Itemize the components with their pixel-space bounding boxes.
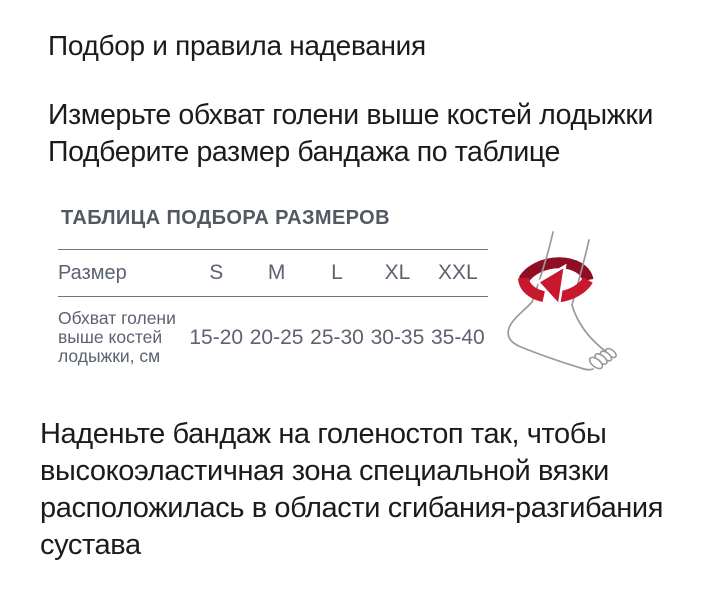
table-row-girth bbox=[58, 297, 488, 384]
size-cell-xl: XL bbox=[384, 261, 411, 284]
girth-row-label: Обхват голени выше костей лодыжки, см bbox=[58, 308, 176, 366]
size-row-label: Размер bbox=[58, 261, 127, 284]
ankle-measurement-illustration bbox=[496, 212, 706, 422]
page-title: Подбор и правила надевания bbox=[48, 30, 426, 61]
outro-text bbox=[40, 416, 663, 564]
size-cell-s: S bbox=[209, 261, 224, 284]
table-row-sizes bbox=[58, 250, 488, 296]
size-cell-xxl: XXL bbox=[437, 261, 478, 284]
intro-text bbox=[48, 97, 653, 171]
girth-cell-xl: 30-35 bbox=[370, 325, 425, 349]
outro-line-4: сустава bbox=[40, 529, 141, 561]
girth-cell-xxl: 35-40 bbox=[430, 325, 485, 349]
size-cell-l: L bbox=[331, 261, 343, 284]
intro-line-2: Подберите размер бандажа по таблице bbox=[48, 136, 560, 168]
size-table-title: ТАБЛИЦА ПОДБОРА РАЗМЕРОВ bbox=[61, 207, 390, 229]
outro-line-1: Наденьте бандаж на голеностоп так, чтобы bbox=[40, 418, 607, 450]
girth-cell-m: 20-25 bbox=[249, 325, 304, 349]
size-selection-table bbox=[58, 207, 488, 384]
girth-cell-s: 15-20 bbox=[189, 325, 244, 349]
girth-cell-l: 25-30 bbox=[310, 325, 364, 349]
outro-line-2: высокоэластичная зона специальной вязки bbox=[40, 455, 609, 487]
size-cell-m: M bbox=[267, 261, 286, 284]
outro-line-3: расположилась в области сгибания-разгибания bbox=[40, 492, 664, 524]
intro-line-1: Измерьте обхват голени выше костей лодыжки bbox=[48, 99, 654, 131]
toes bbox=[588, 347, 618, 371]
